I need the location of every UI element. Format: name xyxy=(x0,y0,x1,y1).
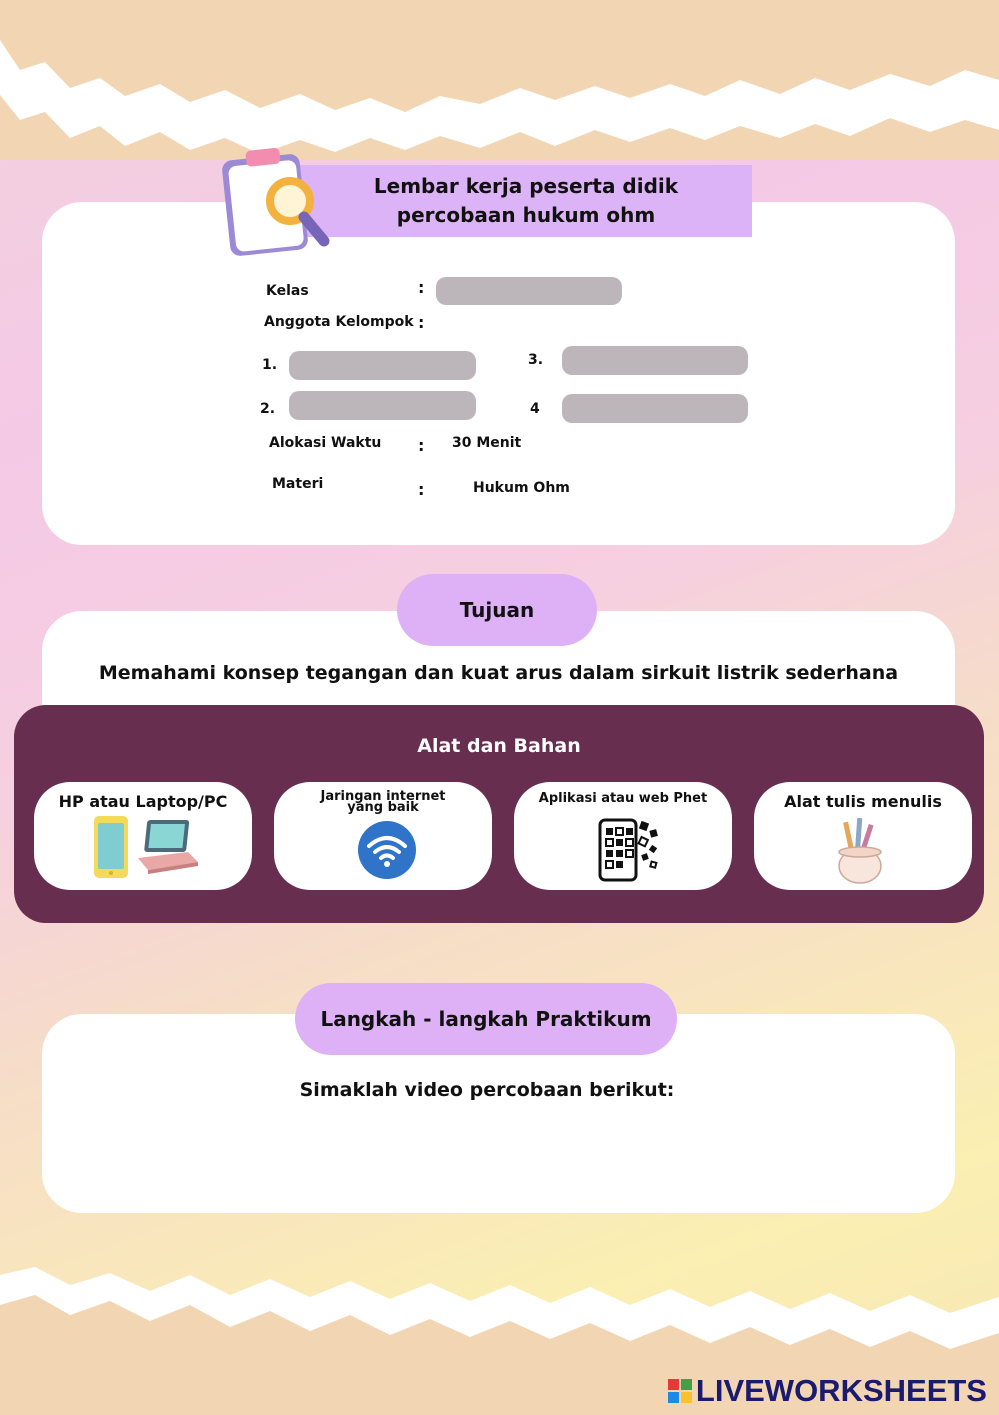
wifi-icon xyxy=(355,818,419,882)
member-2-number: 2. xyxy=(260,401,276,417)
kelas-colon: : xyxy=(418,278,425,297)
member-3-input[interactable] xyxy=(562,346,748,375)
tujuan-heading: Tujuan xyxy=(397,574,597,646)
anggota-colon: : xyxy=(418,313,425,332)
member-4-number: 4 xyxy=(530,401,540,417)
tool-label-internet-line1: Jaringan internet xyxy=(320,789,446,804)
tool-label-device: HP atau Laptop/PC xyxy=(58,792,228,811)
worksheet-title-line1: Lembar kerja peserta didik xyxy=(373,174,679,198)
materi-label: Materi xyxy=(272,476,324,492)
member-1-number: 1. xyxy=(262,357,278,373)
tool-label-internet-line2: yang baik xyxy=(347,800,419,815)
member-3-number: 3. xyxy=(528,352,544,368)
clipboard-magnifier-icon xyxy=(218,145,336,260)
langkah-text: Simaklah video percobaan berikut: xyxy=(299,1079,675,1101)
tool-card-phet xyxy=(514,782,732,890)
kelas-input[interactable] xyxy=(436,277,622,305)
liveworksheets-brand[interactable] xyxy=(668,1373,987,1409)
tool-card-stationery xyxy=(754,782,972,890)
alat-bahan-heading: Alat dan Bahan xyxy=(417,735,581,757)
app-grid-phone-icon xyxy=(596,818,662,882)
member-2-input[interactable] xyxy=(289,391,476,420)
member-1-input[interactable] xyxy=(289,351,476,380)
kelas-label: Kelas xyxy=(266,283,309,299)
tool-label-stationery: Alat tulis menulis xyxy=(784,792,942,811)
member-4-input[interactable] xyxy=(562,394,748,423)
phone-laptop-icon xyxy=(90,814,200,880)
tujuan-text: Memahami konsep tegangan dan kuat arus dalam sirkuit listrik sederhana xyxy=(98,662,899,684)
alokasi-label: Alokasi Waktu xyxy=(269,435,382,451)
pencil-cup-icon xyxy=(836,816,884,886)
tool-card-device xyxy=(34,782,252,890)
tool-card-internet xyxy=(274,782,492,890)
langkah-heading: Langkah - langkah Praktikum xyxy=(295,983,677,1055)
anggota-label: Anggota Kelompok xyxy=(264,314,414,330)
liveworksheets-logo-icon xyxy=(668,1379,692,1403)
materi-colon: : xyxy=(418,480,425,499)
worksheet-title-line2: percobaan hukum ohm xyxy=(396,203,656,227)
worksheet-title-banner xyxy=(300,165,752,237)
materi-value: Hukum Ohm xyxy=(473,480,570,496)
liveworksheets-wordmark: LIVEWORKSHEETS xyxy=(695,1373,987,1408)
alokasi-colon: : xyxy=(418,436,425,455)
tool-label-phet: Aplikasi atau web Phet xyxy=(538,791,708,806)
alokasi-value: 30 Menit xyxy=(452,435,522,451)
torn-paper-top xyxy=(0,0,999,160)
